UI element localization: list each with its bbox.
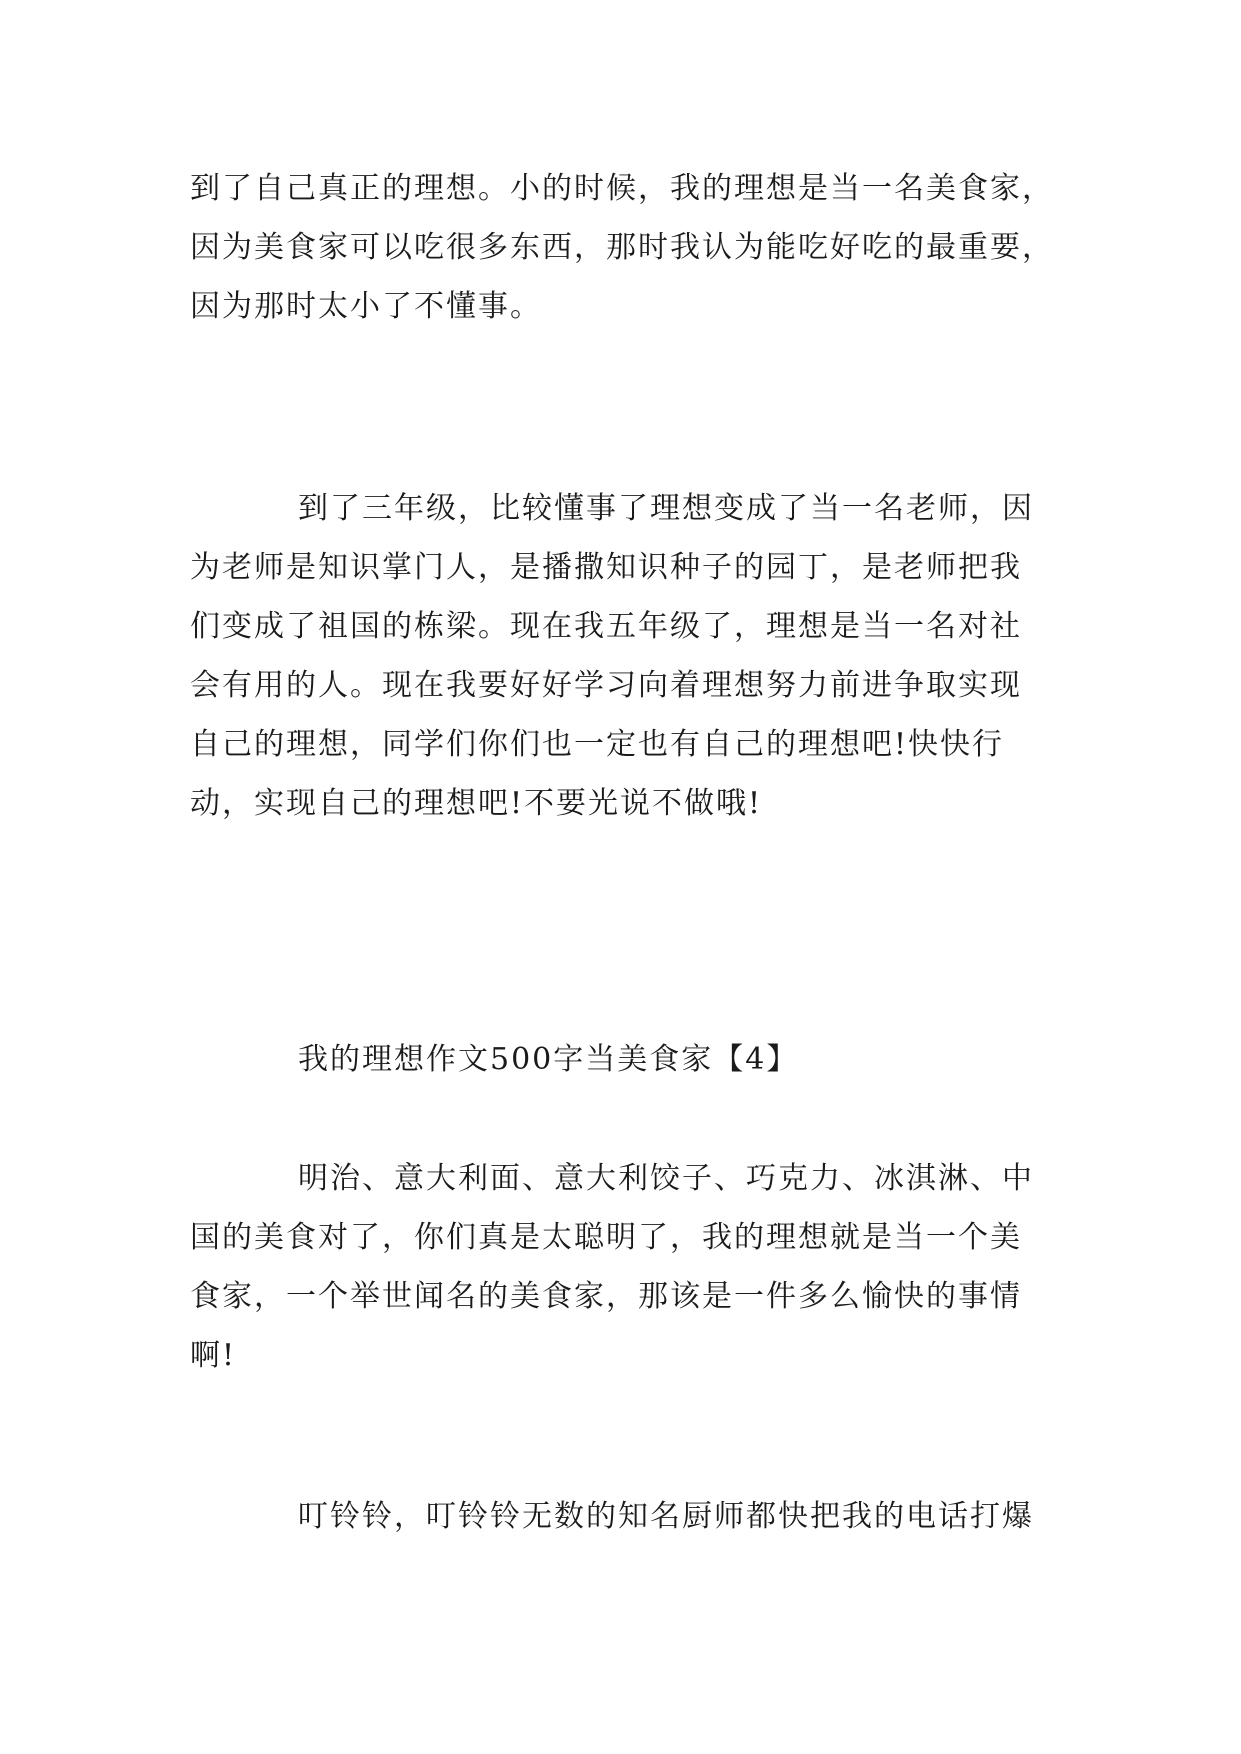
- paragraph-line: 因为美食家可以吃很多东西，那时我认为能吃好吃的最重要，: [190, 230, 1054, 265]
- paragraph-line: 啊!: [190, 1338, 237, 1373]
- paragraph-line: 到了三年级，比较懂事了理想变成了当一名老师，因: [298, 491, 1034, 526]
- paragraph-line: 食家，一个举世闻名的美食家，那该是一件多么愉快的事情: [190, 1279, 1022, 1314]
- section-title: 我的理想作文500字当美食家【4】: [298, 1042, 799, 1077]
- paragraph-line: 到了自己真正的理想。小的时候，我的理想是当一名美食家，: [190, 171, 1054, 206]
- paragraph-line: 明治、意大利面、意大利饺子、巧克力、冰淇淋、中: [298, 1161, 1034, 1196]
- section-heading: [190, 1030, 1050, 1089]
- paragraph-phone: [190, 1487, 1050, 1546]
- paragraph-line: 因为那时太小了不懂事。: [190, 289, 542, 324]
- paragraph-line: 动，实现自己的理想吧!不要光说不做哦!: [190, 786, 763, 821]
- paragraph-line: 自己的理想，同学们你们也一定也有自己的理想吧!快快行: [190, 727, 1005, 762]
- paragraph-line: 们变成了祖国的栋梁。现在我五年级了，理想是当一名对社: [190, 609, 1022, 644]
- paragraph-line: 国的美食对了，你们真是太聪明了，我的理想就是当一个美: [190, 1220, 1022, 1255]
- paragraph-line: 叮铃铃，叮铃铃无数的知名厨师都快把我的电话打爆: [298, 1499, 1034, 1534]
- paragraph-foods: [190, 1149, 1050, 1385]
- paragraph-line: 会有用的人。现在我要好好学习向着理想努力前进争取实现: [190, 668, 1022, 703]
- paragraph-line: 为老师是知识掌门人，是播撒知识种子的园丁，是老师把我: [190, 550, 1022, 585]
- paragraph-grade-three: [190, 479, 1050, 833]
- paragraph-continuation: [190, 159, 1054, 336]
